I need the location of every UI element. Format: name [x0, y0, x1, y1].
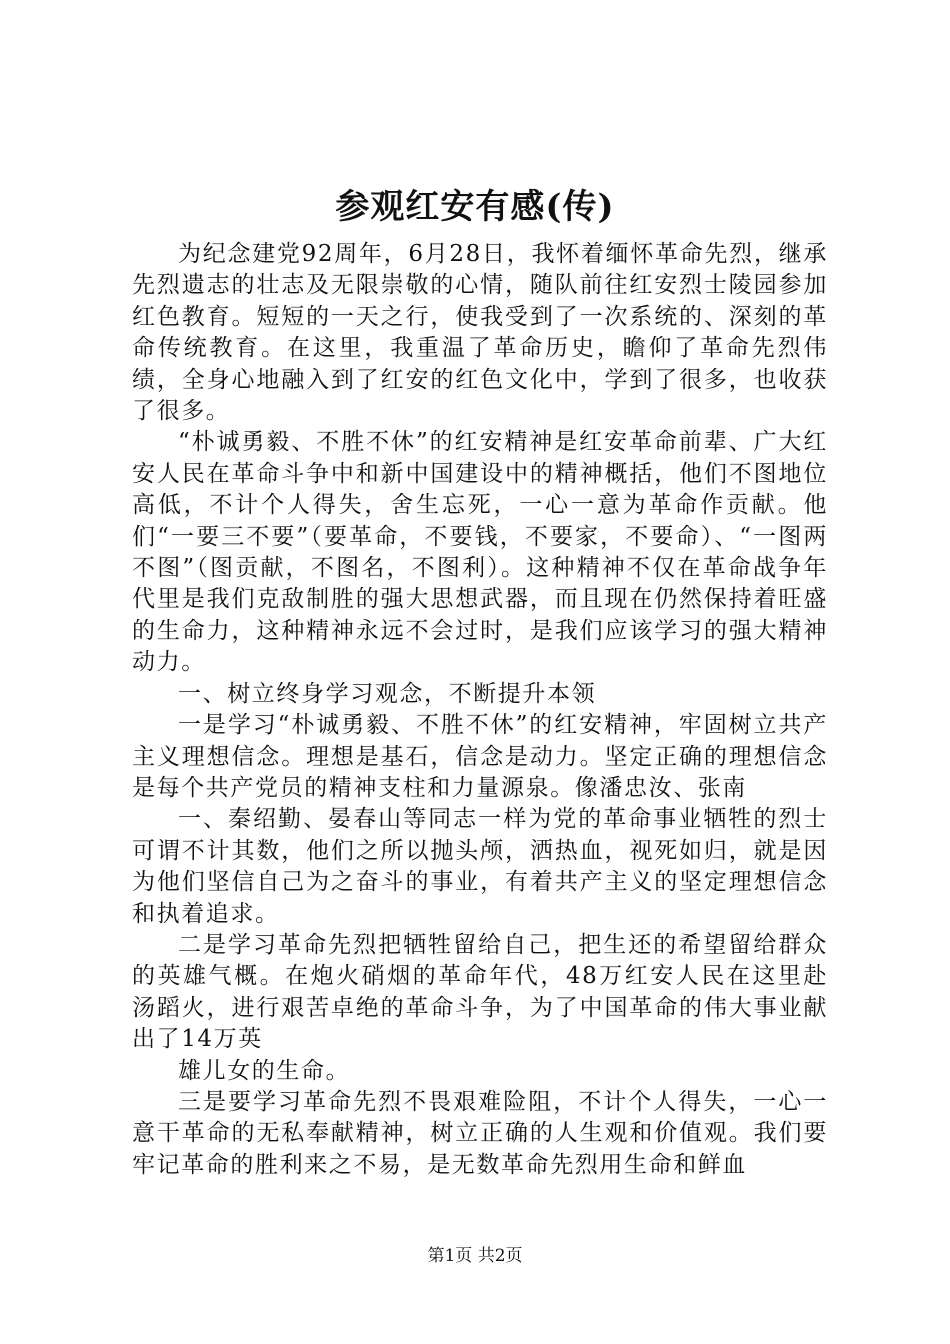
- paragraph-point-two: 二是学习革命先烈把牺牲留给自己，把生还的希望留给群众的英雄气概。在炮火硝烟的革命年代，48万红安人民在这里赴汤蹈火，进行艰苦卓绝的革命斗争，为了中国革命的伟大事业献出了14万英: [132, 931, 828, 1053]
- paragraph-point-one: 一是学习“朴诚勇毅、不胜不休”的红安精神，牢固树立共产主义理想信念。理想是基石，信念是动力。坚定正确的理想信念是每个共产党员的精神支柱和力量源泉。像潘忠汝、张南: [132, 712, 828, 801]
- paragraph-hongan-spirit: “朴诚勇毅、不胜不休”的红安精神是红安革命前辈、广大红安人民在革命斗争中和新中国建设中的精神概括，他们不图地位高低，不计个人得失，舍生忘死，一心一意为革命作贡献。他们“一要三不要”（要革命，不要钱，不要家，不要命）、“一图两不图”（图贡献，不图名，不图利）。这种精神不仅在革命战争年代里是我们克敌制胜的强大思想武器，而且现在仍然保持着旺盛的生命力，这种精神永远不会过时，是我们应该学习的强大精神动力。: [132, 429, 828, 676]
- paragraph-intro: 为纪念建党92周年，6月28日，我怀着缅怀革命先烈，继承先烈遗志的壮志及无限崇敬的心情，随队前往红安烈士陵园参加红色教育。短短的一天之行，使我受到了一次系统的、深刻的革命传统教育。在这里，我重温了革命历史，瞻仰了革命先烈伟绩，全身心地融入到了红安的红色文化中，学到了很多，也收获了很多。: [132, 241, 828, 425]
- page-footer: 第1页 共2页: [427, 1246, 523, 1266]
- document-title: 参观红安有感(传): [335, 187, 615, 227]
- document-body: [132, 239, 828, 1181]
- paragraph-point-three: 三是要学习革命先烈不畏艰难险阻，不计个人得失，一心一意干革命的无私奉献精神，树立正确的人生观和价值观。我们要牢记革命的胜利来之不易，是无数革命先烈用生命和鲜血: [132, 1088, 828, 1178]
- paragraph-point-two-continued: 雄儿女的生命。: [178, 1057, 351, 1084]
- paragraph-point-one-continued: 一、秦绍勤、晏春山等同志一样为党的革命事业牺牲的烈士可谓不计其数，他们之所以抛头颅，洒热血，视死如归，就是因为他们坚信自己为之奋斗的事业，有着共产主义的坚定理想信念和执着追求。: [132, 806, 828, 927]
- section-heading-lifelong-learning: 一、树立终身学习观念，不断提升本领: [178, 680, 597, 707]
